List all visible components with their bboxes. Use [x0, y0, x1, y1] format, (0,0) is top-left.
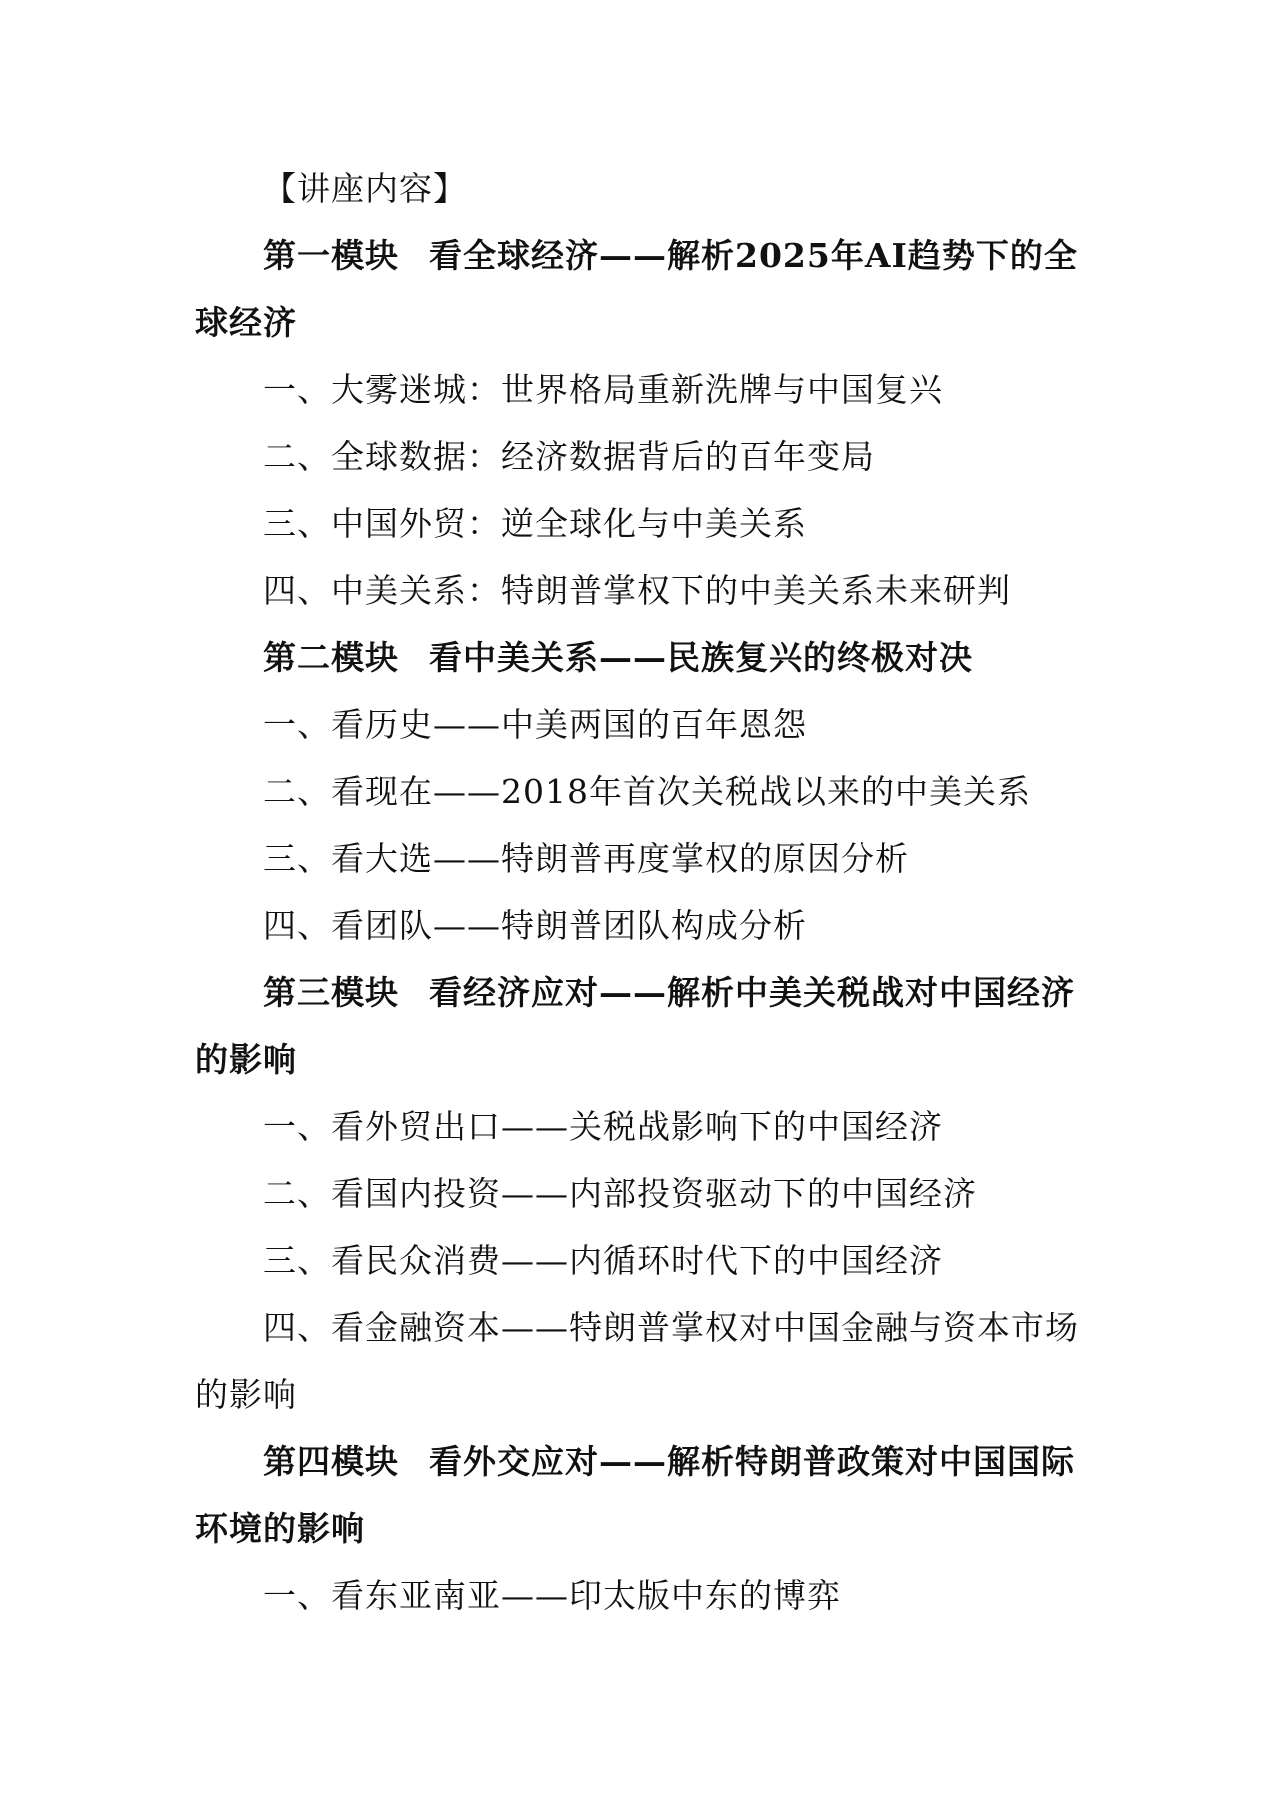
list-item: 二、全球数据：经济数据背后的百年变局: [263, 437, 875, 476]
module-heading: [195, 959, 1095, 1093]
module-title: 看外交应对——解析特朗普政策对中国国际环境的影响: [195, 1442, 1075, 1548]
list-item: 三、中国外贸：逆全球化与中美关系: [263, 504, 807, 543]
list-item: 一、看东亚南亚——印太版中东的博弈: [263, 1576, 841, 1615]
module-heading: [195, 624, 1095, 691]
list-item: 四、中美关系：特朗普掌权下的中美关系未来研判: [263, 571, 1011, 610]
module-label: 第二模块: [263, 638, 399, 677]
module-label: 第四模块: [263, 1442, 399, 1481]
list-item: 三、看民众消费——内循环时代下的中国经济: [263, 1241, 943, 1280]
module-label: 第三模块: [263, 973, 399, 1012]
list-item: 二、看国内投资——内部投资驱动下的中国经济: [263, 1174, 977, 1213]
module-title: 看经济应对——解析中美关税战对中国经济的影响: [195, 973, 1075, 1079]
list-item: 一、看外贸出口——关税战影响下的中国经济: [263, 1107, 943, 1146]
list-item: 四、看金融资本——特朗普掌权对中国金融与资本市场的影响: [195, 1308, 1079, 1414]
document-body: [195, 155, 1095, 1629]
list-item: 一、看历史——中美两国的百年恩怨: [263, 705, 807, 744]
list-item: 三、看大选——特朗普再度掌权的原因分析: [263, 839, 909, 878]
section-title: 【讲座内容】: [263, 169, 467, 208]
module-title: 看中美关系——民族复兴的终极对决: [429, 638, 973, 677]
module-heading: [195, 222, 1095, 356]
list-item: 一、大雾迷城：世界格局重新洗牌与中国复兴: [263, 370, 943, 409]
module-label: 第一模块: [263, 236, 399, 275]
list-item: 四、看团队——特朗普团队构成分析: [263, 906, 807, 945]
module-title: 看全球经济——解析2025年AI趋势下的全球经济: [195, 236, 1078, 342]
module-heading: [195, 1428, 1095, 1562]
list-item: 二、看现在——2018年首次关税战以来的中美关系: [263, 772, 1031, 811]
